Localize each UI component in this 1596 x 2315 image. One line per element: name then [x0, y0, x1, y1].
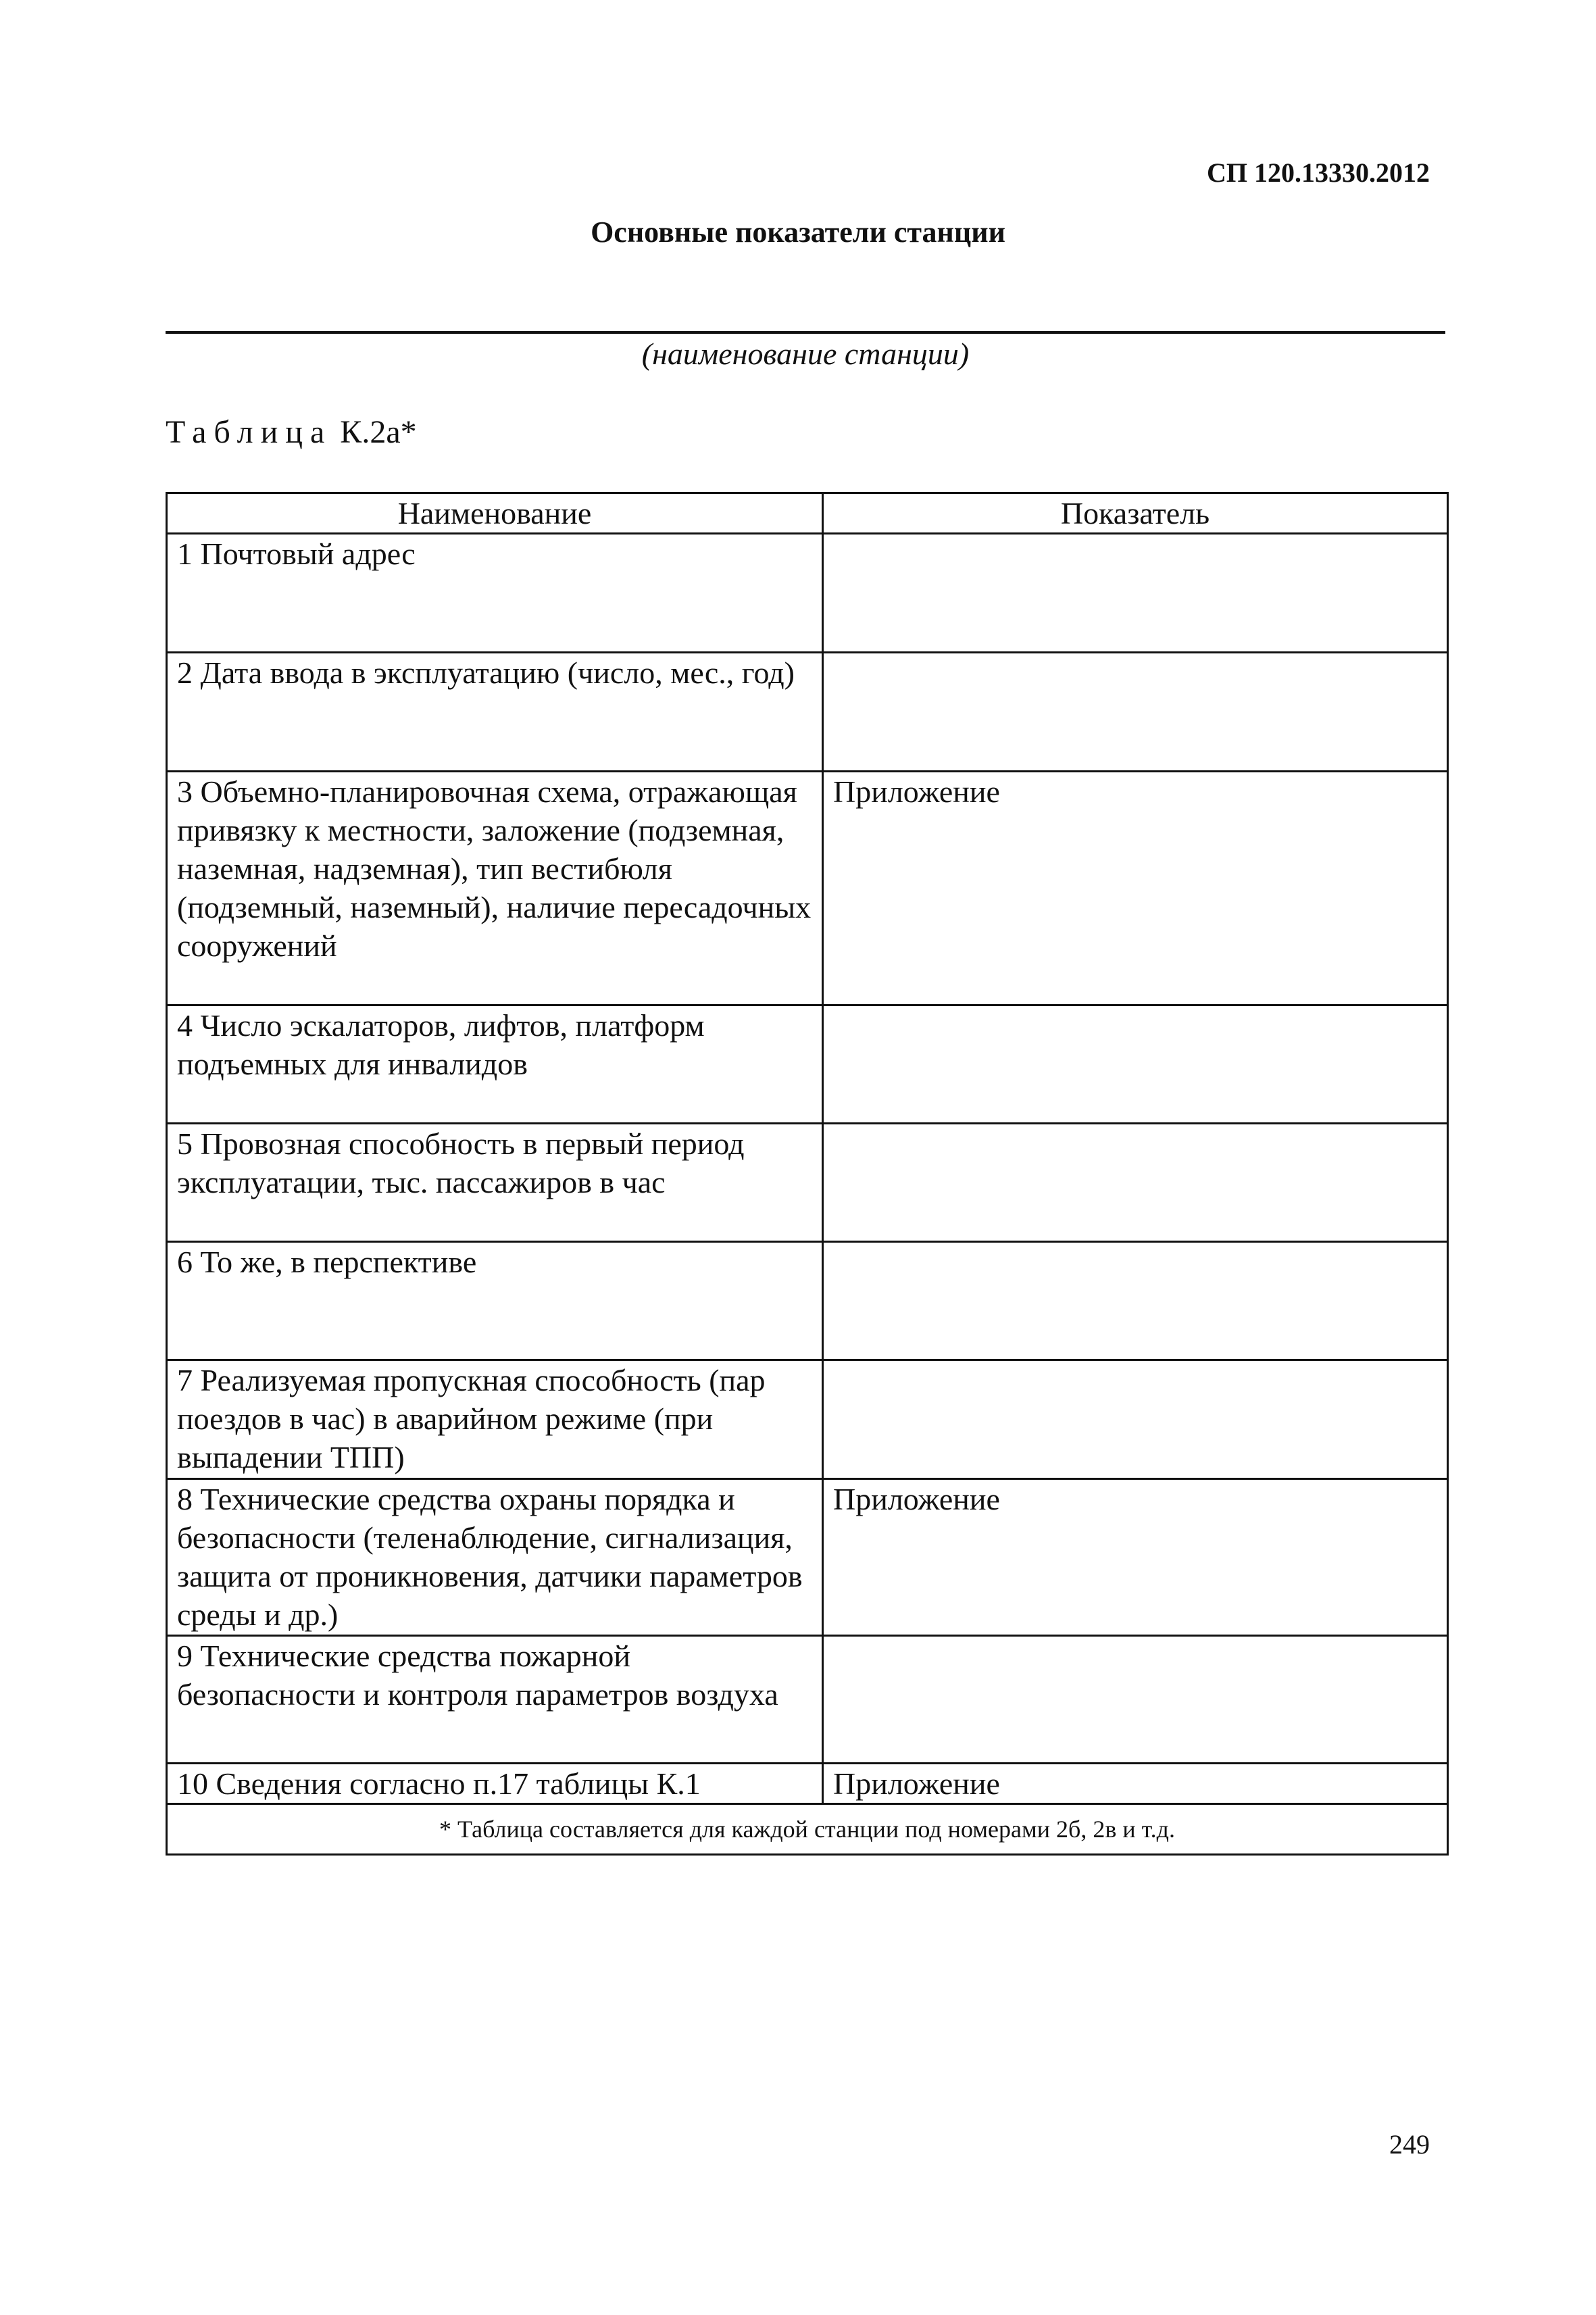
table-row [167, 1124, 1448, 1242]
row-name-cell: 1 Почтовый адрес [167, 534, 823, 653]
table-row [167, 1764, 1448, 1804]
table-label-prefix: Таблица [166, 414, 332, 450]
row-name-cell: 7 Реализуемая пропускная способность (пар поездов в час) в аварийном режиме (при выпадении ТПП) [167, 1360, 823, 1479]
table-row [167, 1636, 1448, 1764]
row-name-cell: 2 Дата ввода в эксплуатацию (число, мес., год) [167, 653, 823, 772]
table-header-row [167, 493, 1448, 534]
page-title: Основные показатели станции [591, 216, 1005, 249]
row-name-cell: 4 Число эскалаторов, лифтов, платформ подъемных для инвалидов [167, 1005, 823, 1124]
row-name-cell: 10 Сведения согласно п.17 таблицы К.1 [167, 1764, 823, 1804]
row-name-cell: 6 То же, в перспективе [167, 1242, 823, 1360]
table-footnote-row [167, 1804, 1448, 1855]
indicators-table [166, 492, 1449, 1856]
station-name-caption: (наименование станции) [641, 337, 970, 371]
table-row [167, 534, 1448, 653]
page-number: 249 [1389, 2129, 1430, 2160]
document-code: СП 120.13330.2012 [1207, 157, 1430, 188]
table-row [167, 653, 1448, 772]
row-value-cell [823, 653, 1448, 772]
row-value-cell [823, 1636, 1448, 1764]
row-name-cell: 3 Объемно-планировочная схема, отражающая привязку к местности, заложение (подземная, наземная, надземная), тип вестибюля (подземный, наземный), наличие пересадочных сооружений [167, 772, 823, 1005]
row-name-cell: 9 Технические средства пожарной безопасности и контроля параметров воздуха [167, 1636, 823, 1764]
row-value-cell [823, 1242, 1448, 1360]
row-value-cell [823, 1124, 1448, 1242]
table-row [167, 1005, 1448, 1124]
row-name-cell: 8 Технические средства охраны порядка и безопасности (теленаблюдение, сигнализация, защита от проникновения, датчики параметров среды и др.) [167, 1479, 823, 1636]
column-header-value: Показатель [823, 493, 1448, 534]
table-label [166, 414, 417, 451]
table-footnote: * Таблица составляется для каждой станции под номерами 2б, 2в и т.д. [167, 1804, 1448, 1855]
row-value-cell [823, 1360, 1448, 1479]
table-label-number: К.2а* [340, 414, 417, 450]
row-value-cell [823, 534, 1448, 653]
station-name-line [166, 331, 1445, 334]
table-row [167, 1479, 1448, 1636]
row-value-cell: Приложение [823, 772, 1448, 1005]
table-row [167, 1360, 1448, 1479]
table-row [167, 772, 1448, 1005]
row-value-cell [823, 1005, 1448, 1124]
row-value-cell: Приложение [823, 1479, 1448, 1636]
table-row [167, 1242, 1448, 1360]
column-header-name: Наименование [167, 493, 823, 534]
row-value-cell: Приложение [823, 1764, 1448, 1804]
row-name-cell: 5 Провозная способность в первый период эксплуатации, тыс. пассажиров в час [167, 1124, 823, 1242]
